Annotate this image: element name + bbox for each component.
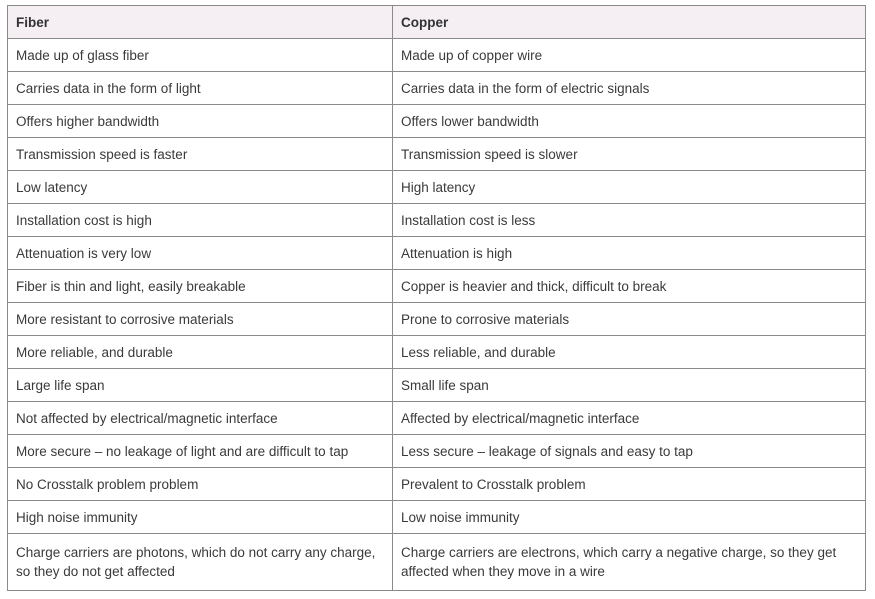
fiber-cell: More reliable, and durable <box>8 336 393 369</box>
copper-cell: Charge carriers are electrons, which carry a negative charge, so they get affected when they move in a wire <box>393 534 866 591</box>
copper-cell: Prone to corrosive materials <box>393 303 866 336</box>
copper-cell: Less reliable, and durable <box>393 336 866 369</box>
fiber-cell: Low latency <box>8 171 393 204</box>
fiber-cell: Installation cost is high <box>8 204 393 237</box>
fiber-cell: Attenuation is very low <box>8 237 393 270</box>
fiber-cell: More resistant to corrosive materials <box>8 303 393 336</box>
table-row <box>8 204 866 237</box>
table-row <box>8 336 866 369</box>
fiber-cell: Carries data in the form of light <box>8 72 393 105</box>
copper-cell: Installation cost is less <box>393 204 866 237</box>
fiber-cell: Charge carriers are photons, which do not carry any charge, so they do not get affected <box>8 534 393 591</box>
table-row <box>8 468 866 501</box>
header-fiber: Fiber <box>8 6 393 39</box>
fiber-cell: Offers higher bandwidth <box>8 105 393 138</box>
fiber-cell: Large life span <box>8 369 393 402</box>
copper-cell: Attenuation is high <box>393 237 866 270</box>
fiber-cell: No Crosstalk problem problem <box>8 468 393 501</box>
table-row <box>8 270 866 303</box>
fiber-cell: Fiber is thin and light, easily breakable <box>8 270 393 303</box>
copper-cell: Affected by electrical/magnetic interface <box>393 402 866 435</box>
table-row <box>8 105 866 138</box>
copper-cell: Low noise immunity <box>393 501 866 534</box>
copper-cell: Carries data in the form of electric signals <box>393 72 866 105</box>
copper-cell: Copper is heavier and thick, difficult to break <box>393 270 866 303</box>
comparison-table-container <box>7 5 865 591</box>
fiber-cell: More secure – no leakage of light and are difficult to tap <box>8 435 393 468</box>
table-row <box>8 303 866 336</box>
table-row <box>8 138 866 171</box>
table-row <box>8 534 866 591</box>
fiber-cell: High noise immunity <box>8 501 393 534</box>
fiber-cell: Not affected by electrical/magnetic interface <box>8 402 393 435</box>
table-row <box>8 72 866 105</box>
table-row <box>8 501 866 534</box>
fiber-cell: Made up of glass fiber <box>8 39 393 72</box>
header-copper: Copper <box>393 6 866 39</box>
table-row <box>8 39 866 72</box>
copper-cell: Prevalent to Crosstalk problem <box>393 468 866 501</box>
table-row <box>8 435 866 468</box>
table-header-row <box>8 6 866 39</box>
table-row <box>8 171 866 204</box>
copper-cell: Offers lower bandwidth <box>393 105 866 138</box>
table-row <box>8 369 866 402</box>
table-row <box>8 402 866 435</box>
fiber-vs-copper-table <box>7 5 866 591</box>
copper-cell: Small life span <box>393 369 866 402</box>
copper-cell: Less secure – leakage of signals and easy to tap <box>393 435 866 468</box>
copper-cell: Made up of copper wire <box>393 39 866 72</box>
table-row <box>8 237 866 270</box>
copper-cell: High latency <box>393 171 866 204</box>
fiber-cell: Transmission speed is faster <box>8 138 393 171</box>
copper-cell: Transmission speed is slower <box>393 138 866 171</box>
